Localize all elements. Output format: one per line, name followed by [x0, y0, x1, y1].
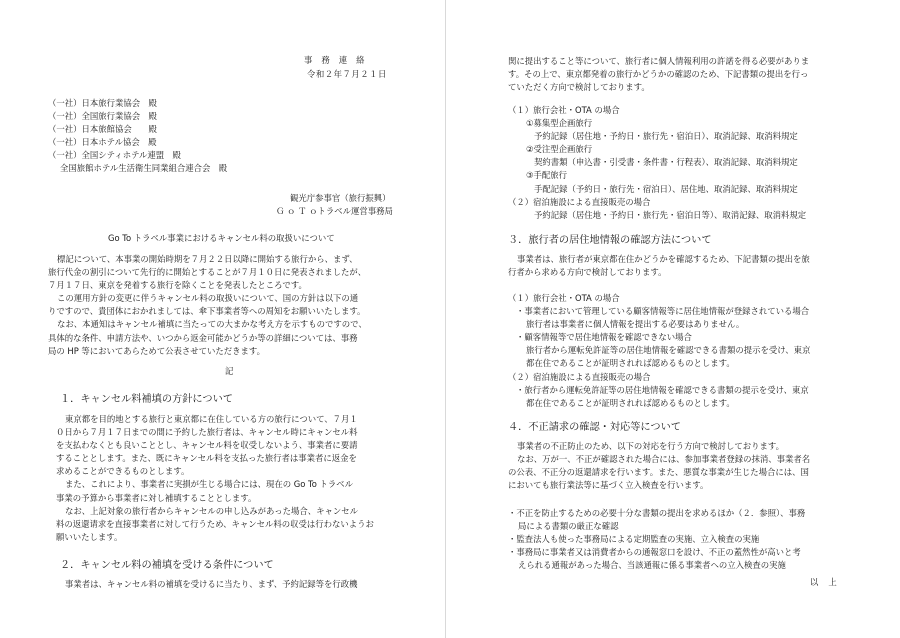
- list-item: （２）宿泊施設による直接販売の場合: [508, 196, 651, 207]
- section-1-line: なお、上記対象の旅行者からキャンセルの申し込みがあった場合、キャンセル: [65, 505, 359, 516]
- list-item: えられる通報があった場合、当該通報に係る事業者への立入検査の実施: [518, 560, 786, 571]
- section-2-heading: ２．キャンセル料の補填を受ける条件について: [60, 560, 274, 571]
- list-item: 旅行者は事業者に個人情報を提出する必要はありません。: [526, 319, 745, 330]
- list-item: （２）宿泊施設による直接販売の場合: [508, 371, 651, 382]
- list-item: 予約記録（居住地・予約日・旅行先・宿泊日等）、取消記録、取消料規定: [534, 209, 807, 220]
- list-item: ・事務局に事業者又は消費者からの通報窓口を設け、不正の蓋然性が高いと考: [508, 547, 801, 558]
- section-4-line: なお、万が一、不正が確認された場合には、参加事業者登録の抹消、事業者名: [517, 454, 811, 465]
- section-3-list: [508, 292, 898, 410]
- list-item: 旅行者から運転免許証等の居住地情報を確認できる書類の提示を受け、東京: [526, 345, 811, 356]
- intro-line: ７月１７日、東京を発着する旅行を除くことを発表したところです。: [48, 280, 307, 291]
- section-2-continued: [508, 55, 888, 94]
- continued-line: す。その上で、東京都発着の旅行かどうかの確認のため、下記書類の提出を行っ: [508, 69, 809, 80]
- sender-2: Ｇ ｏ Ｔ ｏトラベル運営事務局: [276, 206, 393, 216]
- section-3-line: 行者から求める方向で検討しております。: [508, 267, 667, 278]
- recipient-6: 全国旅館ホテル生活衛生同業組合連合会 殿: [60, 163, 228, 173]
- section-1-line: また、これにより、事業者に実損が生じる場合には、現在の Go To トラベル: [65, 479, 354, 490]
- recipient-5: （一社）全国シティホテル連盟 殿: [48, 150, 181, 160]
- document-title: Go To トラベル事業におけるキャンセル料の取扱いについて: [108, 233, 335, 243]
- section-3-heading: ３．旅行者の居住地情報の確認方法について: [508, 235, 712, 246]
- list-item: （１）旅行会社・OTA の場合: [508, 293, 620, 303]
- list-item: 都在住であることが証明されれば認めるものとします。: [526, 358, 735, 369]
- list-item: 予約記録（居住地・予約日・旅行先・宿泊日）、取消記録、取消料規定: [534, 131, 798, 142]
- document-page-1: [0, 0, 440, 638]
- list-item: ②受注型企画旅行: [526, 144, 593, 155]
- intro-line: 標記について、本事業の開始時期を７月２２日以降に開始する旅行から、まず、: [57, 254, 358, 264]
- section-1-body: [56, 413, 426, 544]
- list-item: ・旅行者から運転免許証等の居住地情報を確認できる書類の提示を受け、東京: [516, 384, 809, 395]
- section-1-line: 求めることができるものとします。: [56, 466, 190, 477]
- recipient-4: （一社）日本ホテル協会 殿: [48, 137, 157, 147]
- closing-mark: 以上: [810, 577, 847, 587]
- recipient-3: （一社）日本旅館協会 殿: [48, 124, 157, 134]
- section-3-body: [508, 253, 888, 279]
- section-1-line: 事業の予算から事業者に対し補填することとします。: [56, 492, 257, 503]
- intro-line: この運用方針の変更に伴うキャンセル料の取扱いについて、国の方針は以下の通: [57, 293, 359, 304]
- section-4-line: 事業者の不正防止のため、以下の対応を行う方向で検討しております。: [517, 441, 784, 451]
- memo-date: 令和２年７月２１日: [307, 69, 387, 79]
- list-item: ・監査法人も使った事務局による定期監査の実施、立入検査の実施: [508, 534, 760, 545]
- list-item: 手配記録（予約日・旅行先・宿泊日）、居住地、取消記録、取消料規定: [534, 183, 798, 194]
- intro-line: 旅行代金の割引について先行的に開始とすることが７月１０日に発表されましたが、: [48, 267, 367, 278]
- section-4-heading: ４．不正請求の確認・対応等について: [508, 422, 681, 433]
- continued-line: 関に提出すること等について、旅行者に個人情報利用の許諾を得る必要がありま: [508, 56, 810, 66]
- list-item: ・不正を防止するための必要十分な書類の提出を求めるほか（２．参照）、事務: [508, 508, 806, 518]
- section-1-line: 願いいたします。: [56, 531, 123, 542]
- continued-line: ていただく方向で検討しております。: [508, 82, 650, 93]
- section-4-body: [508, 440, 888, 492]
- section-1-line: ０日から７月１７日までの間に予約した旅行者は、キャンセル時にキャンセル料: [56, 427, 358, 438]
- intro-paragraph: [48, 253, 420, 358]
- list-item: 契約書類（申込書・引受書・条件書・行程表）、取消記録、取消料規定: [534, 157, 798, 168]
- list-item: 都在住であることが証明されれば認めるものとします。: [526, 397, 735, 408]
- section-1-line: 東京都を目的地とする旅行と東京都に在住している方の旅行について、７月１: [65, 414, 358, 424]
- intro-line: りですので、貴団体におかれましては、傘下事業者等への周知をお願いいたします。: [48, 306, 366, 317]
- section-2-line: 事業者は、キャンセル料の補填を受けるに当たり、まず、予約記録等を行政機: [65, 579, 358, 589]
- required-documents-list: [508, 104, 898, 222]
- list-item: ③手配旅行: [526, 170, 568, 181]
- section-4-list: [508, 507, 898, 572]
- document-page-2: [452, 0, 900, 638]
- list-item: ①募集型企画旅行: [526, 118, 593, 129]
- section-1-line: 料の返還请求を直接事業者に対して行うため、キャンセル料の収受は行わないようお: [56, 518, 374, 529]
- recipient-1: （一社）日本旅行業協会 殿: [48, 98, 157, 108]
- ki-marker: 記: [225, 366, 234, 376]
- page-divider: [445, 0, 446, 638]
- list-item: ・事業者において管理している顧客情報等に居住地情報が登録されている場合: [516, 306, 810, 317]
- section-4-line: の公表、不正分の返還請求を行います。また、悪質な事業が生じた場合には、国: [508, 467, 809, 478]
- section-1-heading: １．キャンセル料補填の方針について: [60, 394, 233, 405]
- section-1-line: することとします。また、既にキャンセル料を支払った旅行者は事業者に返金を: [56, 453, 357, 464]
- section-1-line: を支払わなくとも良いこととし、キャンセル料を収受しないよう、事業者に要請: [56, 440, 358, 451]
- section-3-line: 事業者は、旅行者が東京都在住かどうかを確認するため、下記書類の提出を旅: [517, 254, 810, 264]
- sender-1: 観光庁参事官（旅行振興）: [290, 193, 391, 203]
- section-2-body: [56, 578, 426, 591]
- intro-line: 局の HP 等においてあらためて公表させていただきます。: [48, 345, 265, 356]
- recipient-2: （一社）全国旅行業協会 殿: [48, 111, 157, 121]
- intro-line: 具体的な条件、申請方法や、いつから返金可能かどうか等の詳細については、事務: [48, 332, 358, 343]
- list-item: 局による書類の厳正な確認: [518, 521, 619, 532]
- list-item: ・顧客情報等で居住地情報を確認できない場合: [516, 332, 692, 343]
- intro-line: なお、本通知はキャンセル補填に当たっての大まかな考え方を示すものですので、: [57, 319, 367, 330]
- memo-type: 事務連絡: [304, 55, 374, 65]
- section-4-line: においても旅行業法等に基づく立入検査を行います。: [508, 480, 709, 491]
- list-item: （１）旅行会社・OTA の場合: [508, 105, 620, 115]
